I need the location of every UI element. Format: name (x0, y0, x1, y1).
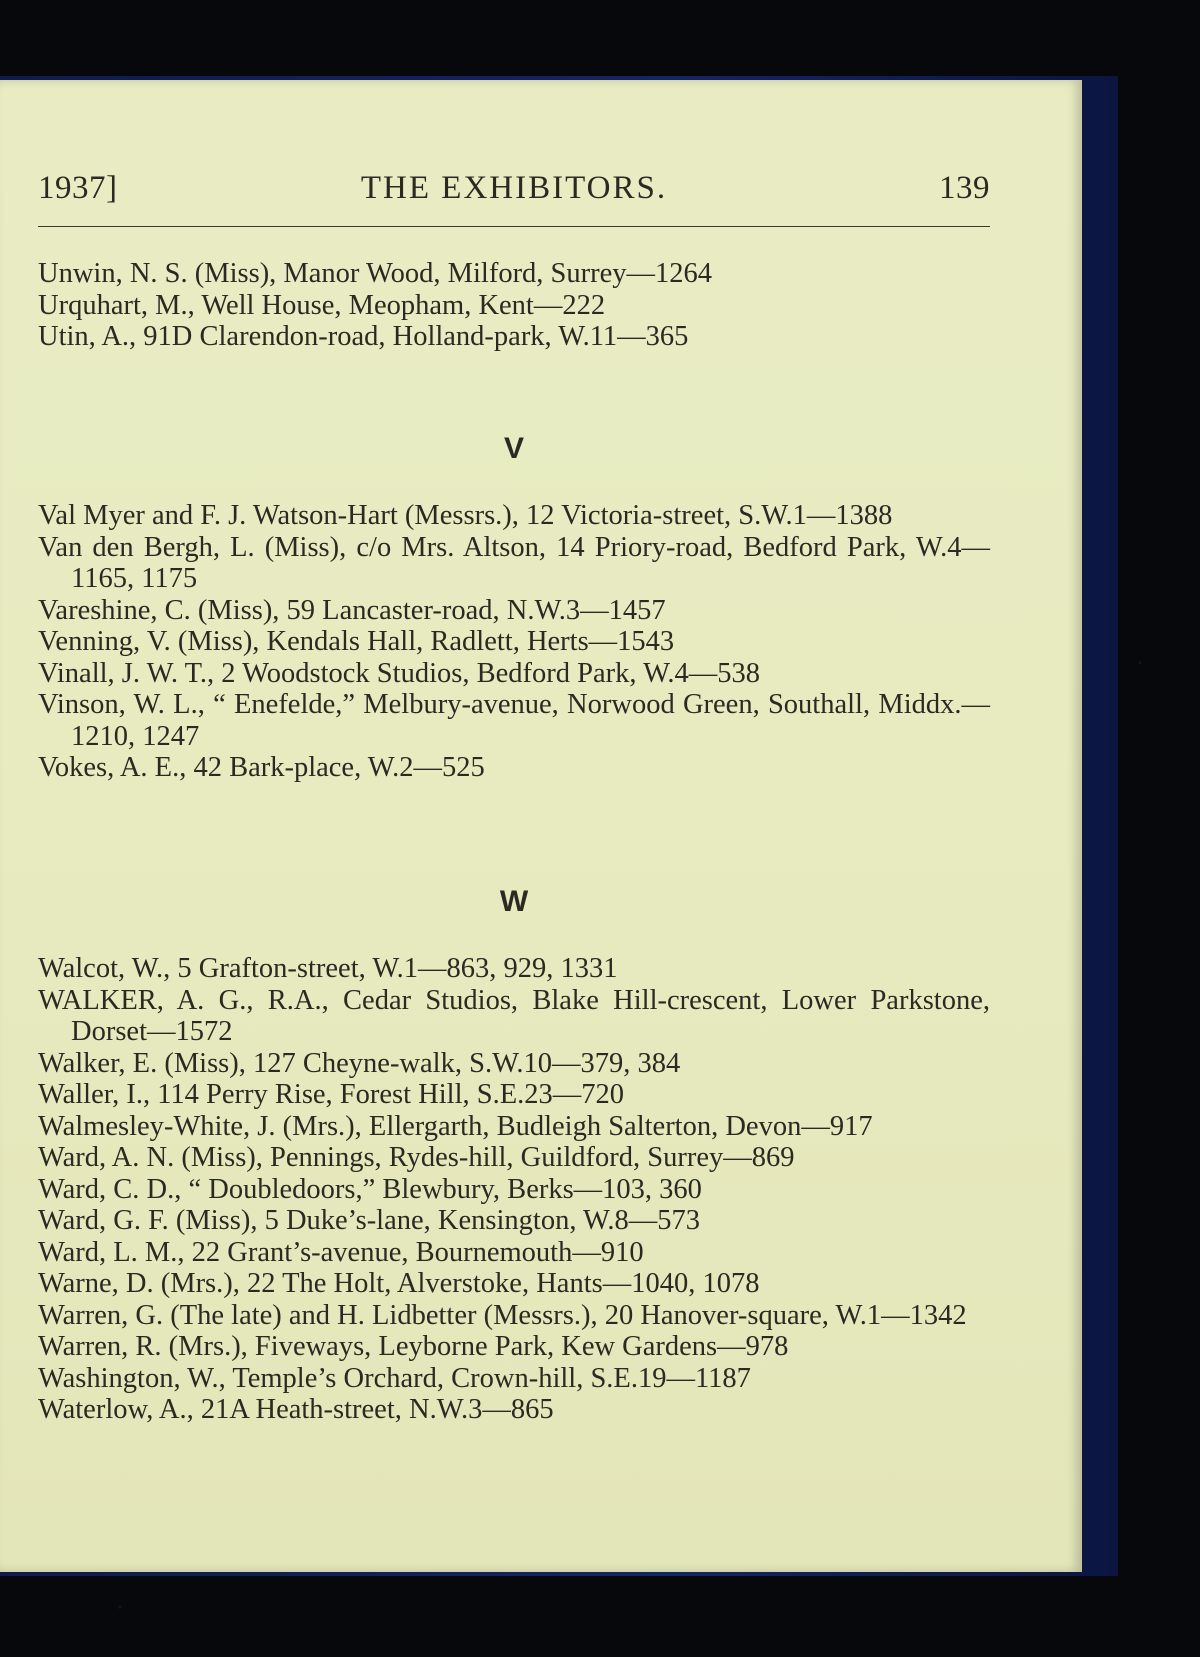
exhibitor-entry: Ward, A. N. (Miss), Pennings, Rydes-hill, Guildford, Surrey—869 (38, 1142, 795, 1173)
exhibitor-entry: Vinall, J. W. T., 2 Woodstock Studios, Bedford Park, W.4—538 (38, 657, 760, 689)
header-title: THE EXHIBITORS. (360, 170, 668, 206)
section-v-entries (38, 500, 990, 784)
exhibitor-entry: Venning, V. (Miss), Kendals Hall, Radlett, Herts—1543 (38, 626, 675, 657)
exhibitor-entry: Washington, W., Temple’s Orchard, Crown-hill, S.E.19—1187 (38, 1362, 751, 1394)
section-w-entries (38, 953, 990, 1426)
exhibitor-entry: Ward, G. F. (Miss), 5 Duke’s-lane, Kensington, W.8—573 (38, 1205, 700, 1236)
exhibitor-entry: WALKER, A. G., R.A., Cedar Studios, Blake Hill-crescent, Lower Parkstone, Dorset—1572 (38, 984, 990, 1047)
exhibitor-entry: Waller, I., 114 Perry Rise, Forest Hill, S.E.23—720 (38, 1079, 625, 1110)
exhibitor-entry: Walcot, W., 5 Grafton-street, W.1—863, 929, 1331 (38, 953, 618, 984)
exhibitor-entry: Val Myer and F. J. Watson-Hart (Messrs.), 12 Victoria-street, S.W.1—1388 (38, 500, 893, 531)
exhibitor-entry: Utin, A., 91D Clarendon-road, Holland-park, W.11—365 (38, 321, 689, 352)
exhibitor-entry: Walker, E. (Miss), 127 Cheyne-walk, S.W.10—379, 384 (38, 1047, 681, 1079)
exhibitor-entry: Warren, R. (Mrs.), Fiveways, Leyborne Park, Kew Gardens—978 (38, 1331, 789, 1362)
page-number: 139 (939, 170, 990, 206)
section-heading-w: W (499, 885, 529, 918)
exhibitor-entry: Urquhart, M., Well House, Meopham, Kent—222 (38, 289, 606, 321)
exhibitor-entry: Vinson, W. L., “ Enefelde,” Melbury-avenue, Norwood Green, Southall, Middx.—1210, 1247 (38, 689, 990, 752)
header-rule (38, 226, 990, 227)
exhibitor-entry: Unwin, N. S. (Miss), Manor Wood, Milford, Surrey—1264 (38, 258, 713, 289)
exhibitor-entry: Warne, D. (Mrs.), 22 The Holt, Alverstoke, Hants—1040, 1078 (38, 1268, 760, 1299)
exhibitor-entry: Warren, G. (The late) and H. Lidbetter (Messrs.), 20 Hanover-square, W.1—1342 (38, 1299, 967, 1331)
exhibitor-entry: Ward, L. M., 22 Grant’s-avenue, Bournemouth—910 (38, 1236, 644, 1268)
exhibitor-entry: Vareshine, C. (Miss), 59 Lancaster-road, N.W.3—1457 (38, 594, 666, 626)
exhibitor-entry: Van den Bergh, L. (Miss), c/o Mrs. Altson, 14 Priory-road, Bedford Park, W.4—1165, 1175 (38, 531, 990, 594)
exhibitor-entry: Vokes, A. E., 42 Bark-place, W.2—525 (38, 752, 485, 783)
running-header (38, 170, 990, 210)
section-u-entries (38, 258, 990, 353)
exhibitor-entry: Ward, C. D., “ Doubledoors,” Blewbury, Berks—103, 360 (38, 1173, 702, 1205)
header-year: 1937] (38, 170, 118, 206)
section-heading-v: V (503, 432, 524, 465)
book-page (0, 80, 1082, 1572)
exhibitor-entry: Walmesley-White, J. (Mrs.), Ellergarth, Budleigh Salterton, Devon—917 (38, 1110, 873, 1142)
exhibitor-entry: Waterlow, A., 21A Heath-street, N.W.3—865 (38, 1394, 554, 1425)
